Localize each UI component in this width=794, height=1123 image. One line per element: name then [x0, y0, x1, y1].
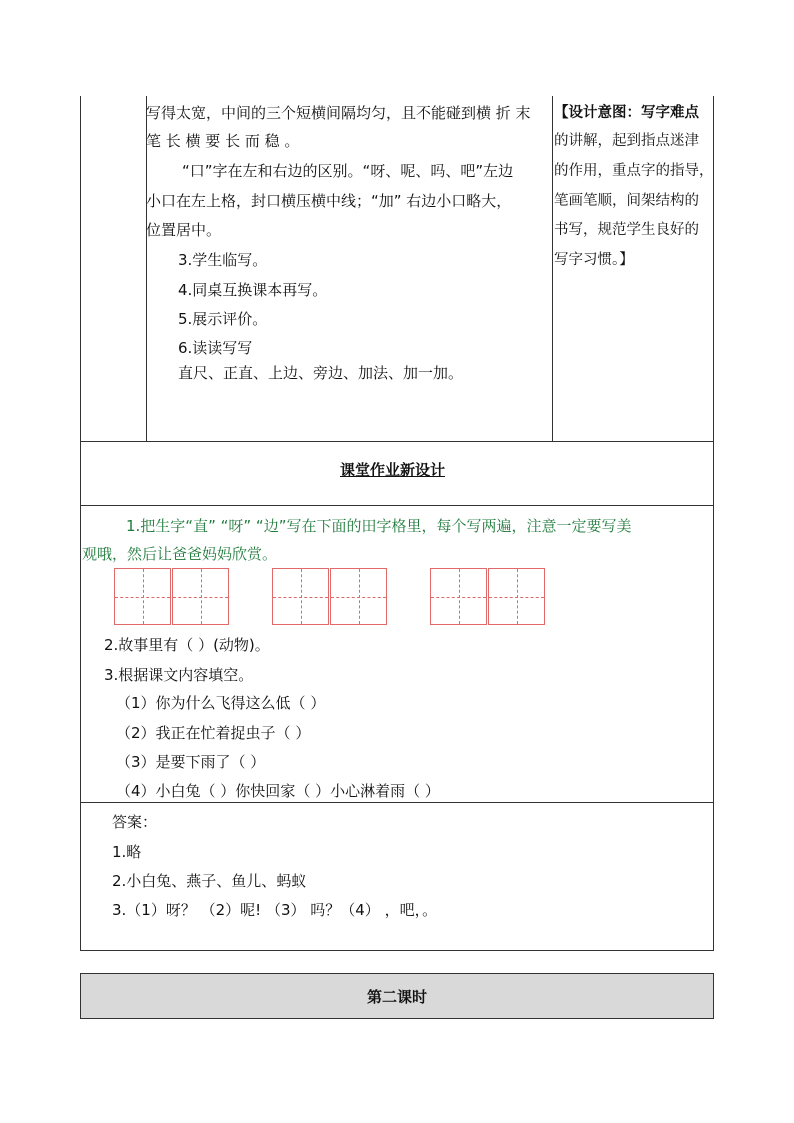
lesson-step: 5.展示评价。: [178, 310, 268, 328]
homework-title: 课堂作业新设计: [340, 461, 446, 479]
writing-grid[interactable]: [272, 568, 329, 625]
question-3-item: （4）小白兔（ ）你快回家（ ）小心淋着雨（ ）: [116, 782, 440, 800]
lesson-step: 4.同桌互换课本再写。: [178, 281, 328, 299]
answer-item: 2.小白兔、燕子、鱼儿、蚂蚁: [112, 872, 307, 890]
answer-item: 1.略: [112, 843, 142, 861]
design-intent-line: 写字习惯。】: [554, 252, 634, 268]
writing-grid[interactable]: [430, 568, 487, 625]
design-intent-line: 书写，规范学生良好的: [554, 222, 699, 238]
lesson-word-list: 直尺、正直、上边、旁边、加法、加一加。: [178, 364, 464, 382]
lesson-text-line: 小口在左上格，封口横压横中线；“加” 右边小口略大，: [146, 192, 512, 210]
writing-grid[interactable]: [330, 568, 387, 625]
writing-grid[interactable]: [172, 568, 229, 625]
lesson-text-line: 位置居中。: [146, 221, 222, 239]
lesson-text-line: “口”字在左和右边的区别。“呀、呢、吗、吧”左边: [182, 162, 514, 180]
second-lesson-title: 第二课时: [366, 988, 427, 1006]
second-lesson-header: [80, 973, 714, 1019]
question-3-item: （2）我正在忙着捉虫子（ ）: [116, 724, 311, 742]
design-intent-line: 【设计意图：写字难点: [554, 105, 699, 121]
writing-grid[interactable]: [488, 568, 545, 625]
writing-grid[interactable]: [114, 568, 171, 625]
design-intent-line: 笔画笔顺，间架结构的: [554, 193, 699, 209]
lesson-text-line: 笔 长 横 要 长 而 稳 。: [146, 132, 300, 150]
answer-item: 3.（1）呀？ （2）呢! （3） 吗？（4） ，吧，。: [112, 901, 438, 919]
question-1-continued: 观哦，然后让爸爸妈妈欣赏。: [82, 545, 278, 563]
question-3-item: （1）你为什么飞得这么低（ ）: [116, 694, 326, 712]
lesson-step: 3.学生临写。: [178, 251, 268, 269]
question-3: 3.根据课文内容填空。: [104, 666, 254, 684]
lesson-step: 6.读读写写: [178, 339, 253, 357]
answers-label: 答案：: [112, 813, 158, 831]
question-2: 2.故事里有（ ）(动物)。: [104, 636, 270, 654]
design-intent-line: 的讲解，起到指点迷津: [554, 133, 699, 149]
design-intent-line: 的作用，重点字的指导，: [554, 163, 714, 179]
question-3-item: （3）是要下雨了（ ）: [116, 753, 266, 771]
lesson-text-line: 写得太宽，中间的三个短横间隔均匀，且不能碰到横 折 末: [146, 104, 531, 122]
question-1: 1.把生字“直” “呀” “边”写在下面的田字格里，每个写两遍，注意一定要写美: [126, 517, 632, 535]
